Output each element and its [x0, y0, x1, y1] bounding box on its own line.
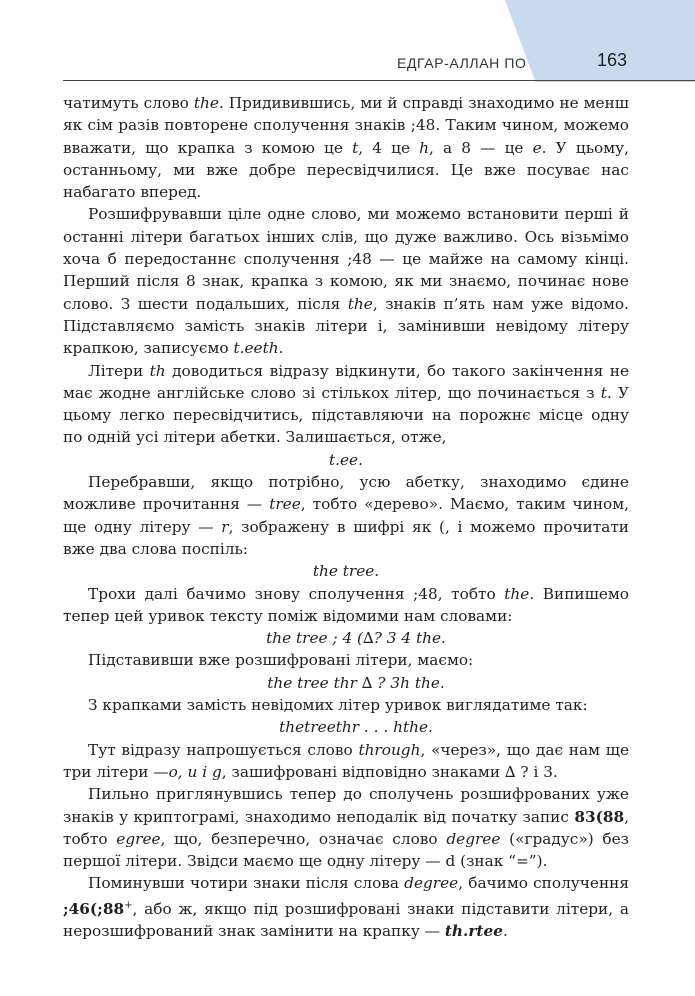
- cipher-line-3: the tree ; 4 (∆? 3 4 the.: [266, 629, 446, 648]
- cipher-line-2: the tree.: [312, 562, 380, 581]
- paragraph-4: Перебравши, якщо потрібно, усю абетку, знаходимо єдине можливе прочитання — tree, тобто «дерево». Маємо, таким чином, ще одну літеру — r, зображену в шифрі як (, і можемо прочитати вже два слова поспіль:: [63, 473, 629, 558]
- page-number: 163: [597, 50, 628, 70]
- cipher-line-1: t.ee.: [329, 450, 363, 469]
- paragraph-1: чатимуть слово the. Придивившись, ми й справді знаходимо не менш як сім разів повторене сполучення знаків ;48. Таким чином, можемо вважати, що крапка з комою це t, 4 це h, а 8 — це e. У цьому, останньому, ми вже добре пересвідчилися. Це вже посуває нас набагато вперед.: [63, 94, 630, 202]
- paragraph-7: З крапками замість невідомих літер уривок виглядатиме так:: [88, 696, 588, 715]
- paragraph-2: Розшифрувавши ціле одне слово, ми можемо встановити перші й останні літери багатьох інших слів, що дуже важливо. Ось візьмімо хоча б передостаннє сполучення ;48 — це майже на самому кінці. Перший після 8 знак, крапка з комою, як ми знаємо, починає нове слово. З шести подальших, після the, знаків п’ять нам уже відомо. Підставляємо замість знаків літери і, замінивши невідому літеру крапкою, записуємо t.eeth.: [63, 205, 629, 358]
- paragraph-3: Літери th доводиться відразу відкинути, бо такого закінчення не має жодне англійське слово зі стількох літер, що починається з t. У цьому легко пересвідчитись, підставляючи на порожнє місце одну по одній усі літери абетки. Залишається, отже,: [63, 361, 630, 447]
- running-title: ЕДГАР-АЛЛАН ПО: [397, 55, 527, 71]
- paragraph-9: Пильно приглянувшись тепер до сполучень розшифрованих уже знаків у криптограмі, знаходимо неподалік від початку запис 83(88, тобто egree, що, безперечно, означає слово degree («градус») без першої літери. Звідси маємо ще одну літеру — d (знак “=”).: [63, 785, 630, 871]
- paragraph-8: Тут відразу напрошується слово through, «через», що дає нам ще три літери —o, u і g, зашифровані відповідно знаками ∆ ? і 3.: [63, 740, 629, 781]
- cipher-line-4: the tree thr ∆ ? 3h the.: [267, 673, 445, 692]
- paragraph-6: Підставивши вже розшифровані літери, маємо:: [88, 651, 474, 670]
- paragraph-10: Поминувши чотири знаки після слова degree, бачимо сполучення ;46(;88+, або ж, якщо під розшифровані знаки підставити літери, а нерозшифрований знак замінити на крапку — th.rtee.: [63, 874, 630, 941]
- paragraph-5: Трохи далі бачимо знову сполучення ;48, тобто the. Випишемо тепер цей уривок тексту поміж відомими нам словами:: [63, 584, 629, 625]
- page-body: [63, 92, 629, 942]
- cipher-line-5: thetreethr . . . hthe.: [279, 718, 433, 737]
- header-divider: [63, 80, 695, 81]
